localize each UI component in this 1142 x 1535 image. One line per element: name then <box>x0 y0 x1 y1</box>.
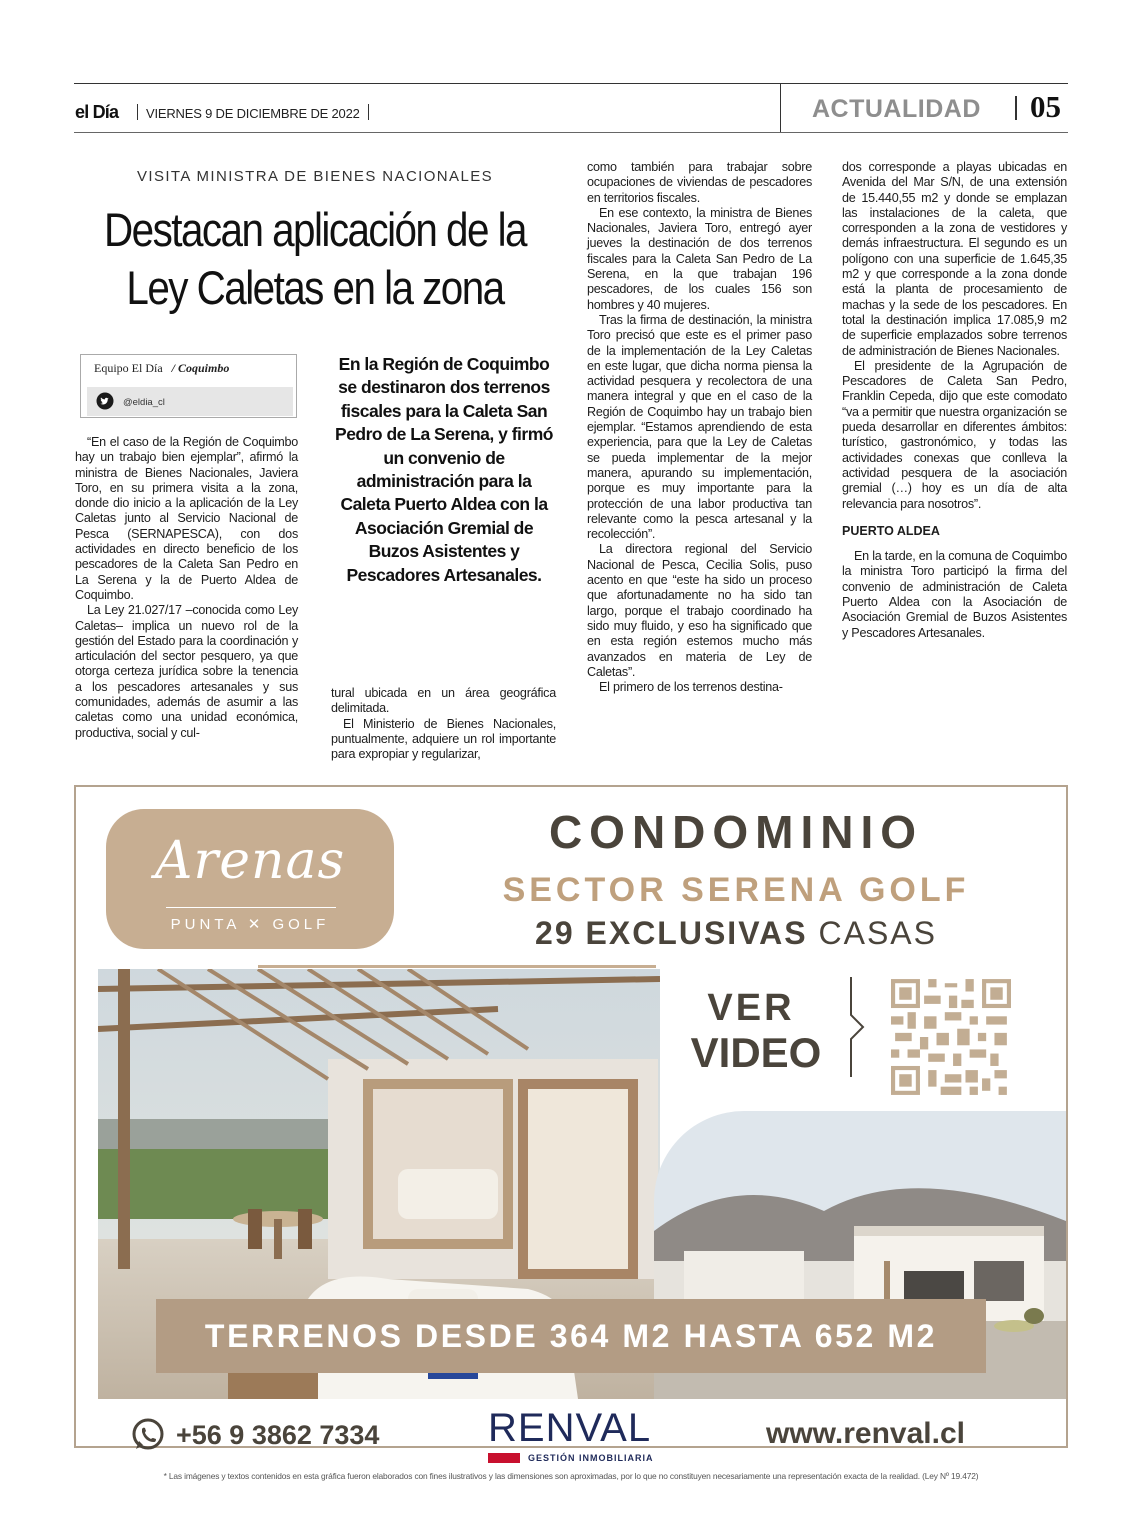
ad-disclaimer: * Las imágenes y textos contenidos en esta gráfica fueron elaborados con fines ilustrativos y las dimensiones son aproximadas, por lo que no constituyen necesariamente una representación exacta de la realidad. (Ley Nº 19.472) <box>163 1471 979 1481</box>
pull-quote: En la Región de Coquimbo se destinaron dos terrenos fiscales para la Caleta San Pedro de La Serena, y firmó un convenio de administración para la Caleta Puerto Aldea con la Asociación Gremial de Buzos Asistentes y Pescadores Artesanales. <box>335 354 553 585</box>
header-sep-2 <box>368 104 369 120</box>
subhead: PUERTO ALDEA <box>842 523 940 538</box>
page-number: 05 <box>1030 89 1061 124</box>
logo-sub: PUNTA ✕ GOLF <box>170 916 330 933</box>
header-sep-3 <box>1015 96 1017 120</box>
header-divider-vertical <box>780 84 781 132</box>
top-rule <box>74 83 1068 84</box>
column-3 <box>587 160 812 695</box>
header-sep-1 <box>137 104 138 120</box>
ver-label: VER <box>707 987 795 1029</box>
paragraph: En ese contexto, la ministra de Bienes Nacionales, Javiera Toro, entregó ayer jueves la destinación de dos terrenos fiscales para la Caleta San Pedro de La Serena, en la que trabajan 196 pescadores, de los cuales 156 son hombres y 40 mujeres. <box>587 205 812 312</box>
paragraph: La directora regional del Servicio Nacional de Pesca, Cecilia Solis, puso acento en que “este ha sido un proceso que afortunadamente no ha sido tan largo, porque el trabajo coordinado ha sido muy fluido, y eso ha significado que en esta región estemos mucho más avanzados en materia de Ley de Caletas”. <box>587 542 812 679</box>
terrenos-text: TERRENOS DESDE 364 M2 HASTA 652 M2 <box>204 1318 938 1354</box>
chevron-right-icon <box>848 977 868 1077</box>
terrenos-banner <box>156 1299 986 1373</box>
logo-script: Arenas <box>154 831 346 891</box>
renval-red-bar <box>488 1453 520 1463</box>
column-1 <box>75 435 298 741</box>
arenas-logo-box <box>106 809 394 949</box>
paragraph: Tras la firma de destinación, la ministra Toro precisó que este es el primer paso de la implementación de la Ley Caletas en este lugar, que dicha norma piensa la actividad pesquera y recolectora de una manera integral y que en el caso de la Región de Coquimbo hay un trabajo bien ejemplar. “Estamos aprendiendo de esta experiencia, para que la Ley de Caletas se pueda implementar de la mejor manera, apurando su implementación, porque es muy importante para la protección de una labor productiva tan relevante como la pesca artesanal y la recolección”. <box>587 312 812 542</box>
byline-social-strip <box>87 387 293 416</box>
byline-place: / Coquimbo <box>171 361 230 375</box>
renval-wordmark: RENVAL <box>488 1406 652 1450</box>
paragraph: El Ministerio de Bienes Nacionales, puntualmente, adquiere un rol importante para expropiar y regularizar, <box>331 716 556 762</box>
header-bottom-rule <box>74 132 1068 133</box>
website-link[interactable]: www.renval.cl <box>766 1417 965 1450</box>
twitter-icon <box>96 392 114 410</box>
paragraph: dos corresponde a playas ubicadas en Avenida del Mar S/N, de una extensión de 15.440,55 m2 y donde se emplazan las instalaciones de la caleta, que corresponden a la zona de vestidores y demás infraestructura. El segundo es un polígono con una superficie de 1.645,35 m2 y que corresponde a la zona donde está la planta de procesamiento de machas y la sede de los pescadores. En total la destinación implica 17.085,9 m2 de superficie emplazados sobre terrenos de administración de Bienes Nacionales. <box>842 160 1067 358</box>
paragraph: como también para trabajar sobre ocupaciones de viviendas de pescadores en territorios fiscales. <box>587 160 812 205</box>
kicker: VISITA MINISTRA DE BIENES NACIONALES <box>136 168 494 185</box>
paragraph: El presidente de la Agrupación de Pescadores de Caleta San Pedro, Franklin Cepeda, dijo que este comodato “va a permitir que nuestra organización se pueda desarrollar en diferentes ámbitos: turístico, gastronómico, y todas las actividades conexas que conlleva la actividad pesquera de la asociación gremial (…) hoy es un día de alta relevancia para nosotros”. <box>842 358 1067 511</box>
byline-author: Equipo El Día / Coquimbo <box>94 361 230 375</box>
byline-box <box>80 354 297 418</box>
qr-code-icon[interactable] <box>891 979 1011 1095</box>
video-label: VIDEO <box>690 1029 822 1076</box>
paragraph: La Ley 21.027/17 –conocida como Ley Caletas– implica un nuevo rol de la gestión del Estado para la coordinación y articulación del sector pesquero, ya que otorga certeza jurídica sobre la tenencia a los pescadores artesanales y sus comunidades, además de asumir a las caletas como una unidad económica, productiva, social y cul- <box>75 603 298 740</box>
ad-title-casas: 29 EXCLUSIVAS CASAS <box>535 915 937 951</box>
phone-number[interactable]: +56 9 3862 7334 <box>176 1420 380 1450</box>
ad-title-sector: SECTOR SERENA GOLF <box>502 871 970 909</box>
headline: Destacan aplicación de la Ley Caletas en la zona <box>104 203 526 314</box>
column-4 <box>842 160 1067 641</box>
banner-cover-strip <box>156 1367 986 1373</box>
paragraph: El primero de los terrenos destina- <box>599 680 783 695</box>
paragraph: tural ubicada en un área geográfica delimitada. <box>331 686 556 716</box>
paragraph: “En el caso de la Región de Coquimbo hay un trabajo bien ejemplar”, afirmó la ministra de Bienes Nacionales, Javiera Toro, en su primera visita a la zona, donde dio inicio a la aplicación de la Ley Caletas junto al Servicio Nacional de Pesca (SERNAPESCA), con dos actividades en directo beneficio de los pescadores de la Caleta San Pedro en La Serena y la de Puerto Aldea de Coquimbo. <box>75 435 298 602</box>
whatsapp-icon[interactable] <box>130 1417 166 1453</box>
renval-logo <box>488 1406 668 1463</box>
ad-gold-frame-line <box>258 965 656 968</box>
column-2 <box>331 686 556 762</box>
paper-name: el Día <box>75 102 119 122</box>
issue-date: VIERNES 9 DE DICIEMBRE DE 2022 <box>146 106 360 121</box>
section-name: ACTUALIDAD <box>812 95 981 123</box>
logo-underline <box>166 907 336 908</box>
ad-title-condominio: CONDOMINIO <box>548 806 924 858</box>
renval-sub: GESTIÓN INMOBILIARIA <box>528 1453 654 1463</box>
paragraph: En la tarde, en la comuna de Coquimbo la ministra Toro participó la firma del convenio de administración de Caleta Puerto Aldea con la Asociación de Asociación Gremial de Buzos Asistentes y Pescadores Artesanales. <box>842 549 1067 640</box>
twitter-handle: @eldia_cl <box>123 397 165 408</box>
real-estate-ad <box>74 785 1068 1481</box>
